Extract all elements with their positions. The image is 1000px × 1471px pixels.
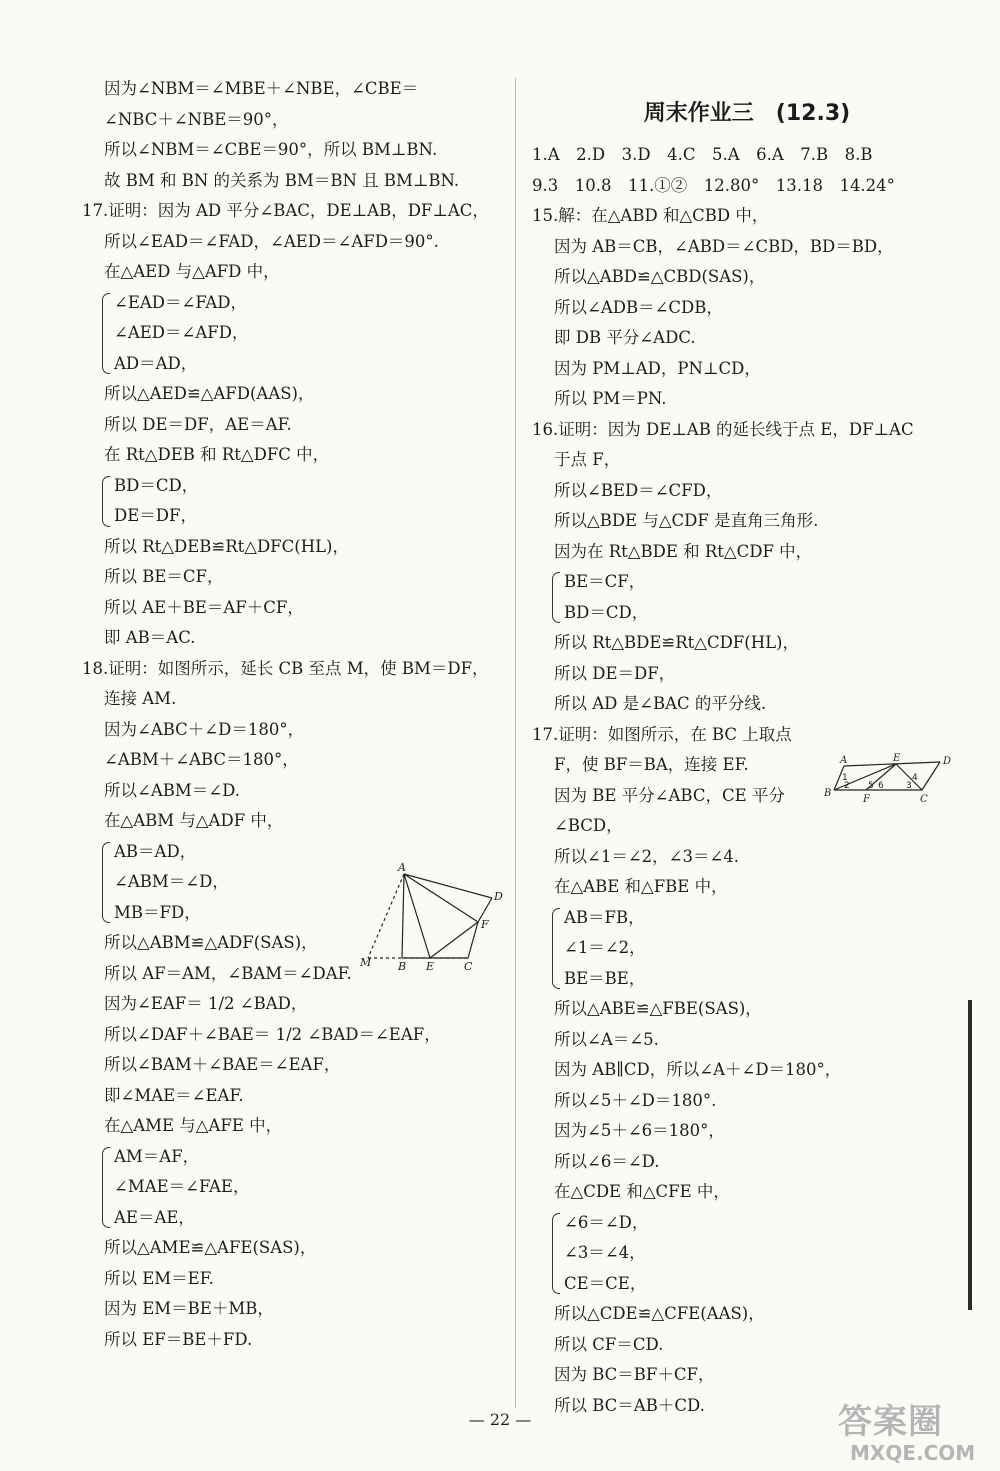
text-line: 因为 AB＝CB，∠ABD＝∠CBD，BD＝BD，: [554, 236, 894, 256]
text-line: 所以 DE＝DF，AE＝AF.: [104, 414, 292, 434]
text-line: 所以∠1＝∠2，∠3＝∠4.: [554, 846, 740, 866]
label-D: D: [943, 756, 952, 767]
text-line: 所以 PM＝PN.: [554, 389, 667, 408]
text-line: 所以 EM＝EF.: [104, 1268, 214, 1288]
system-line: ∠1＝∠2，: [564, 938, 646, 957]
system-line: MB＝FD，: [114, 902, 201, 922]
text-line: 所以∠6＝∠D.: [554, 1151, 660, 1171]
text-line: 16.证明：因为 DE⊥AB 的延长线于点 E，DF⊥AC: [532, 419, 914, 439]
text-line: 所以△BDE 与△CDF 是直角三角形.: [554, 511, 819, 530]
system-line: AE＝AE，: [114, 1207, 195, 1227]
equation-system: [532, 903, 962, 995]
text-line: 所以 AD 是∠BAC 的平分线.: [554, 694, 767, 713]
system-line: AM＝AF，: [114, 1146, 200, 1166]
text-line: 在△AME 与△AFE 中，: [104, 1116, 283, 1135]
equation-system: [532, 567, 962, 628]
system-line: CE＝CE，: [564, 1273, 647, 1293]
label-M: M: [360, 956, 372, 969]
label-D: D: [494, 890, 503, 903]
text-line: ∠ABM＋∠ABC＝180°，: [104, 750, 299, 769]
text-line: ∠BCD，: [554, 816, 623, 835]
text-line: 18.证明：如图所示，延长 CB 至点 M，使 BM＝DF，: [82, 658, 489, 678]
text-line: 1.A 2.D 3.D 4.C 5.A 6.A 7.B 8.B: [532, 145, 873, 164]
angle-5: 5: [868, 781, 874, 791]
text-line: 因为∠NBM＝∠MBE＋∠NBE，∠CBE＝: [104, 79, 419, 98]
system-line: ∠ABM＝∠D，: [114, 872, 229, 891]
text-line: 15.解：在△ABD 和△CBD 中，: [532, 206, 769, 225]
system-line: ∠MAE＝∠FAE，: [114, 1177, 250, 1196]
label-F: F: [863, 794, 870, 805]
label-B: B: [398, 960, 407, 972]
text-line: 在 Rt△DEB 和 Rt△DFC 中，: [104, 445, 330, 464]
label-F: F: [481, 918, 489, 931]
text-line: 所以 AE＋BE＝AF＋CF，: [104, 597, 304, 617]
text-line: 所以 CF＝CD.: [554, 1334, 664, 1354]
text-line: 9.3 10.8 11.①② 12.80° 13.18 14.24°: [532, 175, 895, 195]
system-line: ∠6＝∠D，: [564, 1212, 649, 1232]
text-line: 连接 AM.: [104, 689, 177, 708]
text-line: 因为∠EAF＝ 1/2 ∠BAD，: [104, 994, 308, 1013]
text-line: 所以 Rt△BDE≌Rt△CDF(HL)，: [554, 633, 799, 652]
text-line: 因为 BE 平分∠ABC，CE 平分: [554, 785, 785, 805]
text-line: 因为∠ABC＋∠D＝180°，: [104, 719, 305, 739]
text-line: ∠NBC＋∠NBE＝90°，: [104, 109, 289, 129]
system-line: BD＝CD，: [114, 475, 199, 495]
text-line: 所以∠5＋∠D＝180°.: [554, 1090, 717, 1110]
text-line: 所以∠DAF＋∠BAE＝ 1/2 ∠BAD＝∠EAF，: [104, 1024, 441, 1044]
text-line: 所以∠ABM＝∠D.: [104, 780, 240, 800]
text-line: 所以△ABD≌△CBD(SAS)，: [554, 267, 766, 286]
text-line: 所以∠NBM＝∠CBE＝90°，所以 BM⊥BN.: [104, 140, 438, 159]
angle-4: 4: [912, 773, 918, 783]
left-column: [82, 74, 500, 1355]
text-line: 因为 PM⊥AD，PN⊥CD，: [554, 358, 761, 378]
text-line: 所以△AME≌△AFE(SAS)，: [104, 1238, 317, 1257]
text-line: 所以△AED≌△AFD(AAS)，: [104, 384, 315, 403]
text-line: 在△AED 与△AFD 中，: [104, 262, 280, 281]
text-line: 在△CDE 和△CFE 中，: [554, 1182, 730, 1201]
system-line: ∠AED＝∠AFD，: [114, 323, 249, 342]
text-line: 因为 AB∥CD，所以∠A＋∠D＝180°，: [554, 1060, 842, 1079]
column-divider: [515, 78, 516, 1408]
text-line: 所以 DE＝DF，: [554, 663, 676, 683]
label-B: B: [824, 788, 832, 799]
angle-3: 3: [906, 781, 912, 791]
text-line: 因为 BC＝BF＋CF，: [554, 1365, 715, 1384]
system-line: BD＝CD，: [564, 602, 649, 622]
figure-17: [822, 752, 962, 814]
text-line: 所以∠BAM＋∠BAE＝∠EAF，: [104, 1055, 341, 1074]
text-line: 因为∠5＋∠6＝180°，: [554, 1121, 725, 1140]
angle-6: 6: [878, 781, 884, 791]
text-line: 17.证明：如图所示，在 BC 上取点: [532, 724, 792, 744]
system-line: AD＝AD，: [114, 353, 198, 373]
text-line: 即 DB 平分∠ADC.: [554, 328, 696, 347]
system-line: ∠EAD＝∠FAD，: [114, 292, 247, 312]
page-number: — 22 —: [468, 1410, 532, 1429]
section-title: 周末作业三 (12.3): [643, 101, 851, 126]
system-line: BE＝BE，: [564, 968, 646, 988]
system-line: BE＝CF，: [564, 572, 646, 591]
label-A: A: [398, 862, 406, 874]
figure-18: [360, 862, 510, 972]
watermark-text: 答案圈: [838, 1402, 943, 1442]
equation-system: [82, 1142, 500, 1234]
text-line: F，使 BF＝BA，连接 EF.: [554, 755, 749, 774]
label-C: C: [920, 794, 928, 805]
equation-system: [532, 1208, 962, 1300]
text-line: 所以△CDE≌△CFE(AAS)，: [554, 1304, 765, 1323]
system-line: DE＝DF，: [114, 506, 197, 525]
text-line: 即∠MAE＝∠EAF.: [104, 1085, 244, 1105]
label-A: A: [840, 755, 848, 766]
text-line: 所以 AF＝AM，∠BAM＝∠DAF.: [104, 963, 352, 983]
angle-1: 1: [842, 773, 848, 783]
label-E: E: [426, 960, 435, 972]
system-line: AB＝FB，: [564, 907, 645, 927]
text-line: 所以△ABM≌△ADF(SAS)，: [104, 933, 318, 952]
text-line: 所以∠ADB＝∠CDB，: [554, 297, 723, 317]
text-line: 17.证明：因为 AD 平分∠BAC，DE⊥AB，DF⊥AC，: [82, 201, 489, 220]
watermark-url: MXQE.COM: [850, 1441, 976, 1465]
watermark-logo: [838, 1402, 988, 1464]
text-line: 所以△ABE≌△FBE(SAS)，: [554, 999, 762, 1018]
text-line: 所以 BC＝AB＋CD.: [554, 1395, 705, 1415]
text-line: 所以 BE＝CF，: [104, 567, 224, 586]
text-line: 所以∠A＝∠5.: [554, 1029, 659, 1049]
text-line: 所以∠EAD＝∠FAD，∠AED＝∠AFD＝90°.: [104, 231, 439, 251]
text-line: 在△ABE 和△FBE 中，: [554, 877, 728, 896]
system-line: ∠3＝∠4，: [564, 1243, 646, 1262]
right-column: [532, 80, 962, 1421]
text-line: 在△ABM 与△ADF 中，: [104, 811, 284, 830]
text-line: 所以 EF＝BE＋FD.: [104, 1329, 253, 1349]
label-E: E: [893, 753, 901, 764]
text-line: 于点 F，: [554, 450, 621, 469]
angle-2: 2: [844, 781, 850, 791]
text-line: 所以∠BED＝∠CFD，: [554, 480, 723, 500]
text-line: 因为 EM＝BE＋MB，: [104, 1299, 274, 1318]
text-line: 即 AB＝AC.: [104, 628, 196, 647]
text-line: 故 BM 和 BN 的关系为 BM＝BN 且 BM⊥BN.: [104, 170, 460, 190]
system-line: AB＝AD，: [114, 841, 197, 861]
equation-system: [82, 288, 500, 380]
text-line: 因为在 Rt△BDE 和 Rt△CDF 中，: [554, 541, 813, 561]
equation-system: [82, 471, 500, 532]
label-C: C: [464, 960, 473, 972]
binding-mark: [968, 1000, 972, 1310]
text-line: 所以 Rt△DEB≌Rt△DFC(HL)，: [104, 536, 349, 556]
